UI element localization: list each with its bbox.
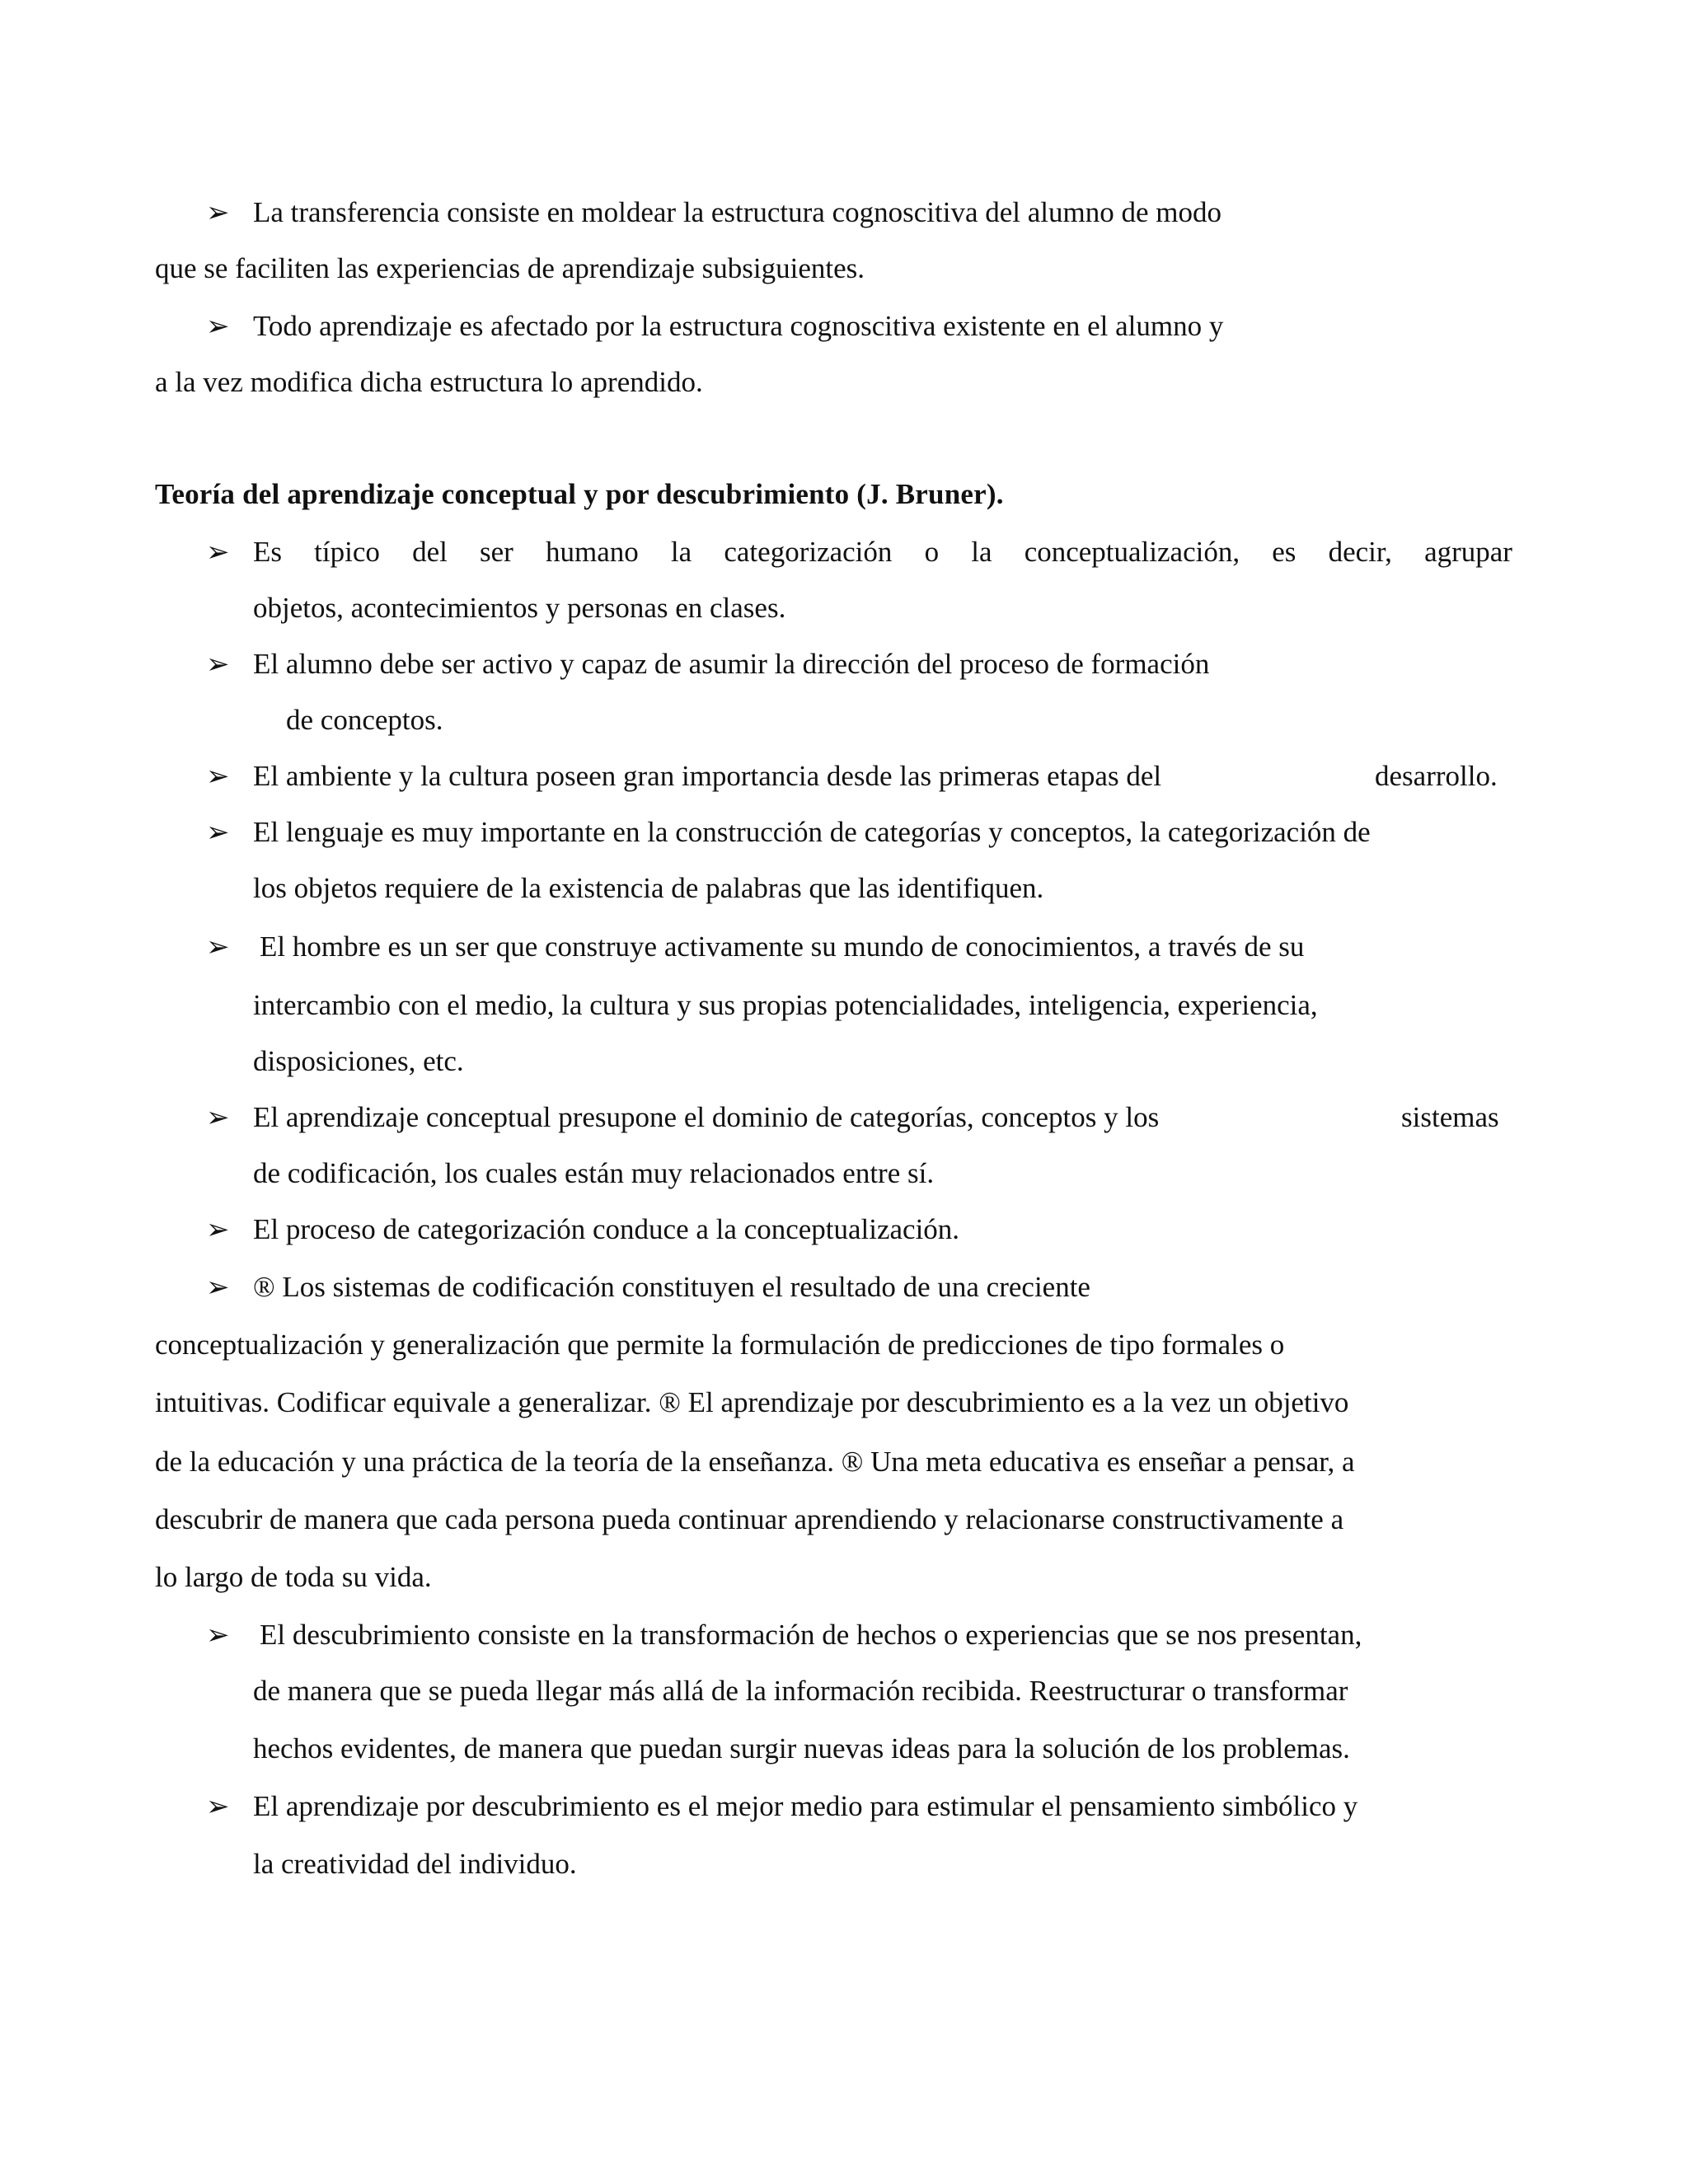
bullet5-line3: disposiciones, etc. [253,1045,464,1077]
bullet-arrow-icon: ➢ [206,196,230,229]
bullet7-line1: El proceso de categorización conduce a la conceptualización. [253,1213,960,1245]
bullet6-line1-a: El aprendizaje conceptual presupone el dominio de categorías, conceptos y los [253,1101,1160,1133]
bullet1-word: típico [314,536,380,568]
bullet2-line1: El alumno debe ser activo y capaz de asumir la dirección del proceso de formación [253,648,1210,680]
bullet-arrow-icon: ➢ [206,1271,230,1304]
bullet1-word: agrupar [1424,536,1512,568]
paragraph-line1: conceptualización y generalización que permite la formulación de predicciones de tipo formales o [155,1329,1285,1361]
bullet1-word: ser [480,536,513,568]
bullet1-word: es [1272,536,1296,568]
bullet1-line1 [253,534,1512,570]
bullet-arrow-icon: ➢ [206,1790,230,1823]
bullet-arrow-icon: ➢ [206,760,230,793]
bullet1-word: humano [545,536,639,568]
bullet5-line1: El hombre es un ser que construye activamente su mundo de conocimientos, a través de su [260,930,1305,963]
bullet5-line2: intercambio con el medio, la cultura y sus propias potencialidades, inteligencia, experiencia, [253,989,1318,1021]
bullet10-line1: El aprendizaje por descubrimiento es el mejor medio para estimular el pensamiento simbólico y [253,1790,1358,1822]
bullet1-word: decir, [1328,536,1392,568]
intro-item1-line2: que se faciliten las experiencias de aprendizaje subsiguientes. [155,252,865,284]
bullet1-word: o [924,536,940,568]
bullet-arrow-icon: ➢ [206,816,230,849]
bullet1-word: categorización [724,536,893,568]
bullet-arrow-icon: ➢ [206,1101,230,1134]
bullet-arrow-icon: ➢ [206,1619,230,1652]
bullet6-line1-b: sistemas [1401,1101,1499,1133]
bullet4-line2: los objetos requiere de la existencia de palabras que las identifiquen. [253,872,1044,904]
intro-item2-line2: a la vez modifica dicha estructura lo aprendido. [155,366,703,398]
bullet1-line2: objetos, acontecimientos y personas en clases. [253,592,786,624]
bullet4-line1: El lenguaje es muy importante en la construcción de categorías y conceptos, la categorización de [253,816,1371,848]
paragraph-line2: intuitivas. Codificar equivale a generalizar. ® El aprendizaje por descubrimiento es a la vez un objetivo [155,1386,1349,1418]
section-heading: Teoría del aprendizaje conceptual y por descubrimiento (J. Bruner). [155,478,1004,510]
bullet1-word: la [670,536,692,568]
bullet9-line1: El descubrimiento consiste en la transformación de hechos o experiencias que se nos presentan, [260,1619,1362,1651]
paragraph-line4: descubrir de manera que cada persona pueda continuar aprendiendo y relacionarse constructivamente a [155,1503,1344,1535]
bullet1-word: la [971,536,992,568]
bullet2-line2: de conceptos. [286,704,443,736]
bullet1-word: del [412,536,448,568]
intro-item2-line1: Todo aprendizaje es afectado por la estructura cognoscitiva existente en el alumno y [253,310,1224,342]
bullet9-line3: hechos evidentes, de manera que puedan surgir nuevas ideas para la solución de los problemas. [253,1732,1350,1765]
bullet10-line2: la creatividad del individuo. [253,1848,577,1880]
bullet1-word: conceptualización, [1024,536,1240,568]
bullet9-line2: de manera que se pueda llegar más allá de la información recibida. Reestructurar o transformar [253,1675,1348,1707]
bullet3-line1-a: El ambiente y la cultura poseen gran importancia desde las primeras etapas del [253,760,1162,792]
bullet-arrow-icon: ➢ [206,930,230,963]
paragraph-line3: de la educación y una práctica de la teoría de la enseñanza. ® Una meta educativa es enseñar a pensar, a [155,1446,1355,1478]
intro-item1-line1: La transferencia consiste en moldear la estructura cognoscitiva del alumno de modo [253,196,1221,228]
bullet8-line1: ® Los sistemas de codificación constituyen el resultado de una creciente [253,1271,1090,1303]
bullet3-line1-b: desarrollo. [1375,760,1498,792]
bullet-arrow-icon: ➢ [206,1213,230,1246]
bullet1-word: Es [253,536,282,568]
bullet6-line2: de codificación, los cuales están muy relacionados entre sí. [253,1157,935,1189]
bullet-arrow-icon: ➢ [206,536,230,569]
bullet-arrow-icon: ➢ [206,648,230,681]
paragraph-line5: lo largo de toda su vida. [155,1561,432,1593]
bullet-arrow-icon: ➢ [206,310,230,343]
